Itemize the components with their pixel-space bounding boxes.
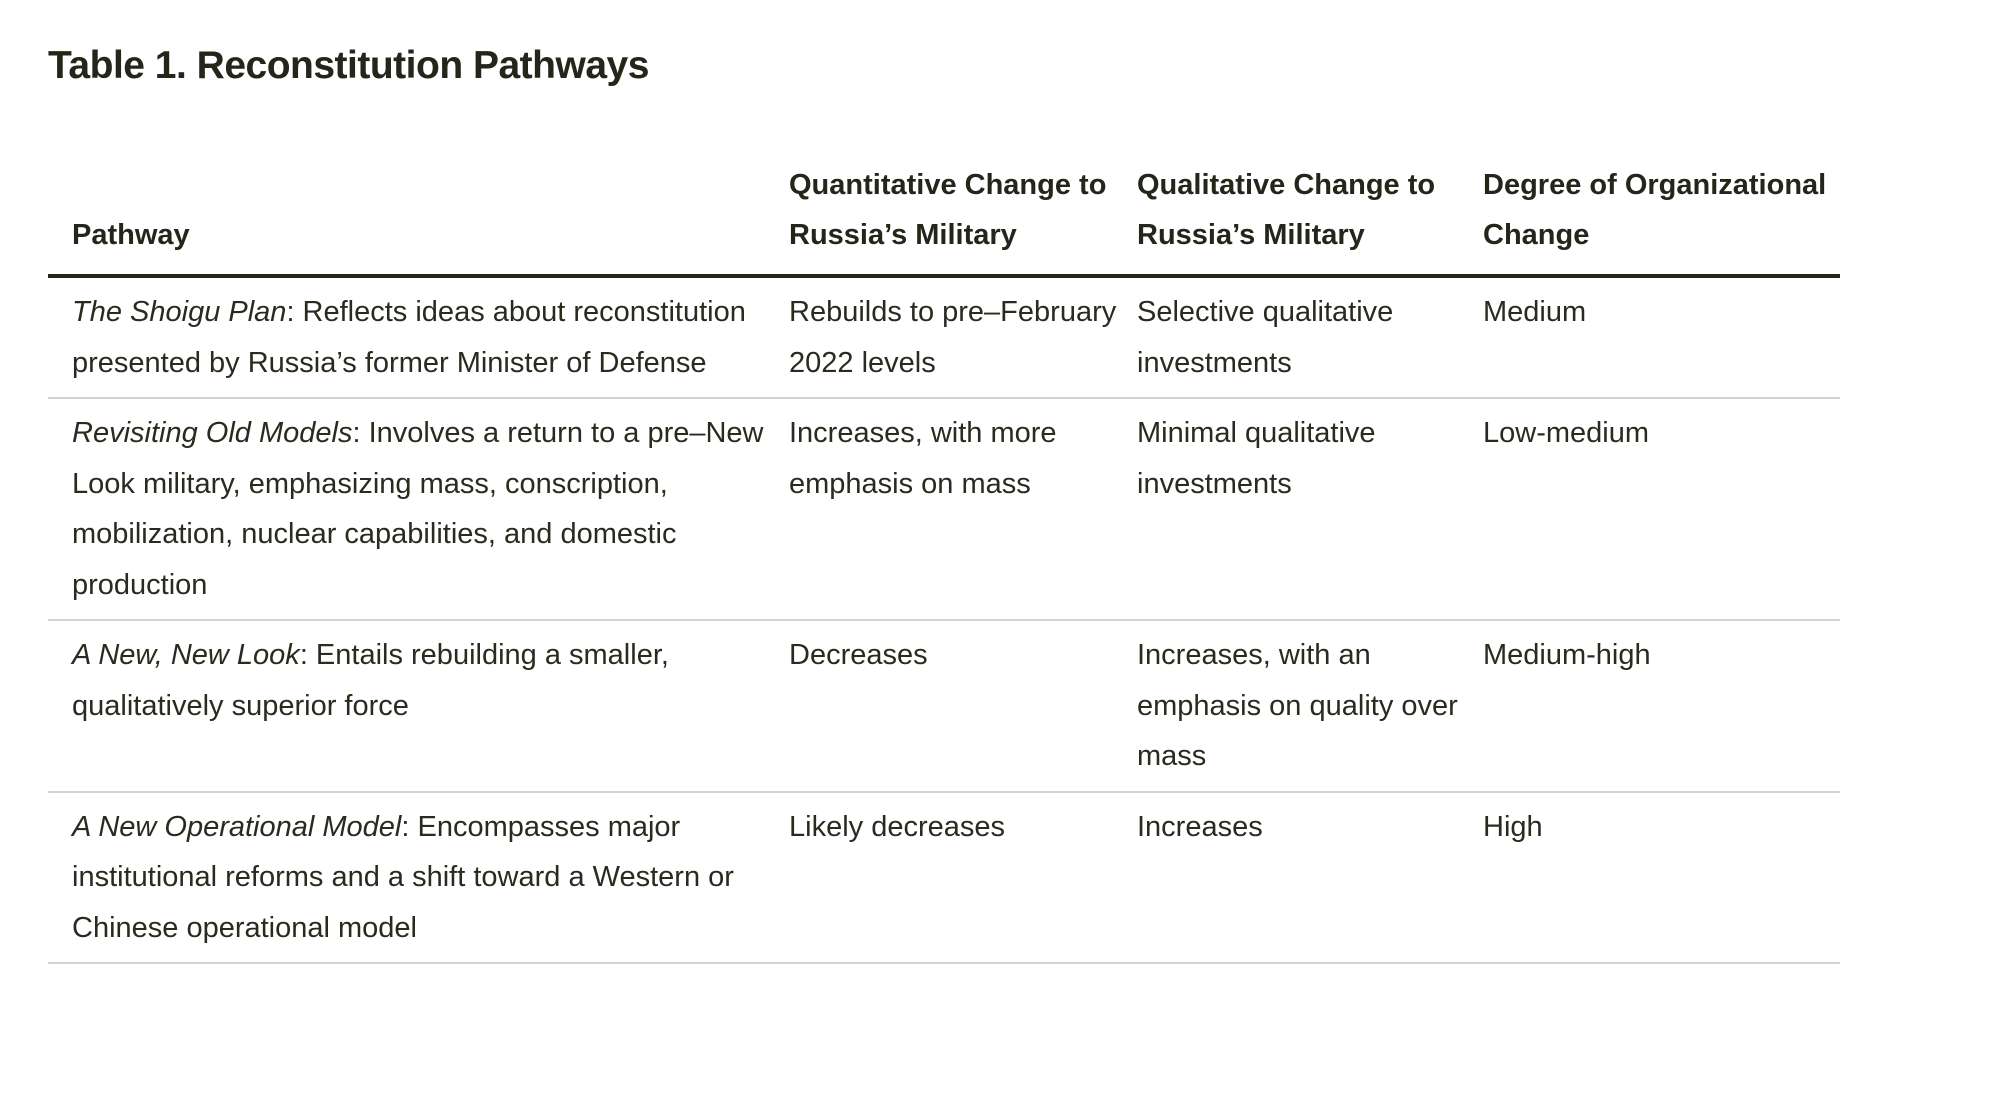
- organizational-cell: Low-medium: [1483, 398, 1840, 620]
- table-row: [48, 398, 1840, 620]
- organizational-cell: Medium: [1483, 276, 1840, 398]
- pathway-description: : Involves a return to a pre–New Look military, emphasizing mass, conscription, mobilization, nuclear capabilities, and domestic production: [72, 417, 764, 601]
- pathway-description: : Entails rebuilding a smaller, qualitatively superior force: [72, 639, 669, 722]
- pathway-cell: [48, 620, 789, 792]
- reconstitution-pathways-table: [48, 160, 1840, 964]
- qualitative-cell: Increases, with an emphasis on quality over mass: [1137, 620, 1483, 792]
- qualitative-cell: Minimal qualitative investments: [1137, 398, 1483, 620]
- table-header-row: [48, 160, 1840, 276]
- quantitative-cell: Decreases: [789, 620, 1137, 792]
- organizational-cell: High: [1483, 792, 1840, 964]
- pathway-cell: [48, 398, 789, 620]
- organizational-cell: Medium-high: [1483, 620, 1840, 792]
- table-row: [48, 620, 1840, 792]
- header-pathway: Pathway: [48, 160, 789, 276]
- qualitative-cell: Increases: [1137, 792, 1483, 964]
- pathway-name: The Shoigu Plan: [72, 296, 287, 328]
- pathway-name: Revisiting Old Models: [72, 417, 353, 449]
- pathway-description: : Encompasses major institutional reforms and a shift toward a Western or Chinese operational model: [72, 810, 734, 944]
- qualitative-cell: Selective qualitative investments: [1137, 276, 1483, 398]
- table-row: [48, 792, 1840, 964]
- pathway-name: A New Operational Model: [72, 810, 402, 843]
- pathway-cell: [48, 792, 789, 964]
- table-title: Table 1. Reconstitution Pathways: [48, 44, 649, 87]
- header-qualitative-change: Qualitative Change to Russia’s Military: [1137, 160, 1483, 276]
- header-organizational-change: Degree of Organizational Change: [1483, 160, 1840, 276]
- quantitative-cell: Likely decreases: [789, 792, 1137, 964]
- quantitative-cell: Increases, with more emphasis on mass: [789, 398, 1137, 620]
- pathway-name: A New, New Look: [72, 639, 300, 671]
- pathway-cell: [48, 276, 789, 398]
- header-quantitative-change: Quantitative Change to Russia’s Military: [789, 160, 1137, 276]
- pathway-description: : Reflects ideas about reconstitution presented by Russia’s former Minister of Defense: [72, 296, 746, 379]
- quantitative-cell: Rebuilds to pre–February 2022 levels: [789, 276, 1137, 398]
- table-row: [48, 276, 1840, 398]
